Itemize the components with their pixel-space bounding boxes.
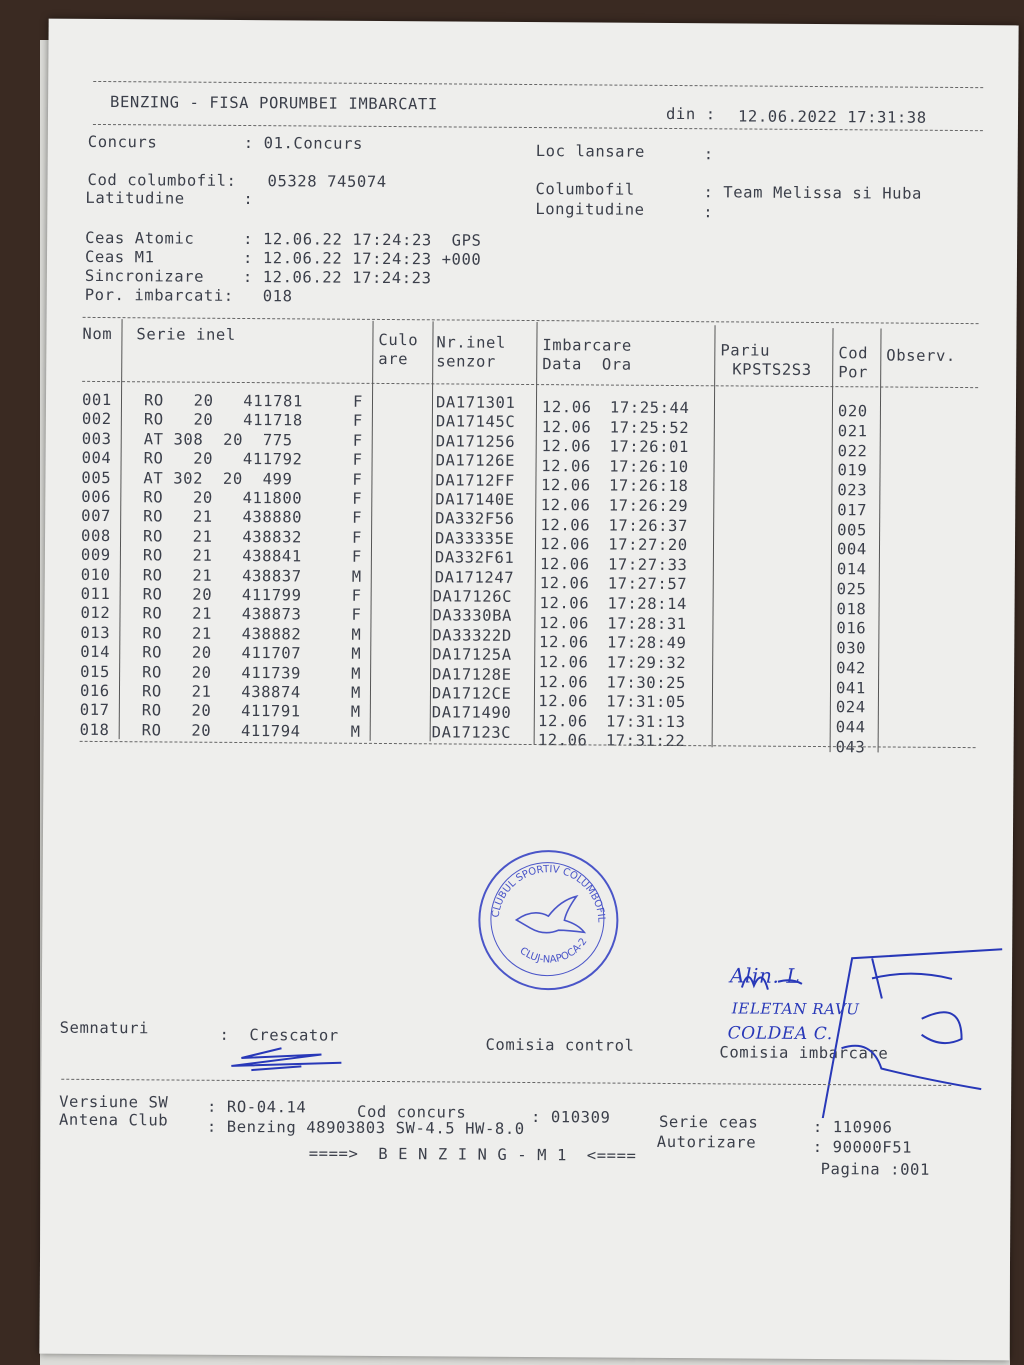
ceas-atomic-value: : 12.06.22 17:24:23 GPS [243,229,482,250]
row-sex: F [351,547,362,567]
row-data: 12.06 [541,456,591,476]
col-divider [878,328,882,752]
row-sex: F [352,392,364,411]
row-senzor: DA171301 [435,393,516,412]
row-sex: F [352,412,363,431]
row-ora: 17:28:49 [606,633,687,653]
row-data: 12.06 [538,672,589,691]
row-data: 12.06 [540,496,591,515]
row-nom: 013 [80,623,111,642]
row-sex: M [350,703,361,722]
row-senzor: DA17123C [431,723,512,742]
cod-columbofil-value: 05328 745074 [267,172,387,191]
loc-lansare-label: Loc lansare [535,142,646,161]
autorizare-value: : 90000F51 [812,1137,913,1157]
row-senzor: DA17125A [432,645,512,665]
row-cod: 024 [835,698,866,717]
serie-ceas-value: : 110906 [812,1117,893,1137]
row-nom: 011 [80,584,111,604]
row-senzor: DA17126E [435,451,516,471]
row-cod: 042 [836,658,867,678]
row-serie: RO 20 411800 [143,488,303,508]
row-senzor: DA332F56 [435,509,515,529]
col-header-culoare-2: are [378,349,409,369]
row-ora: 17:30:25 [606,673,687,692]
row-serie: RO 20 411781 [143,391,303,411]
ceas-m1-label: Ceas M1 [84,247,155,267]
row-data: 12.06 [541,437,592,456]
row-serie: RO 21 438841 [142,546,302,566]
autorizare-label: Autorizare [656,1132,757,1152]
row-senzor: DA17145C [435,412,516,432]
concurs-value: : 01.Concurs [243,133,364,153]
row-cod: 020 [837,402,868,421]
ceas-atomic-label: Ceas Atomic [85,228,195,248]
page-number: Pagina :001 [820,1160,930,1179]
row-serie: RO 21 438882 [142,624,302,644]
row-data: 12.06 [540,476,591,495]
row-serie: RO 21 438832 [142,527,303,547]
row-senzor: DA33335E [434,529,515,548]
concurs-label: Concurs [87,132,158,152]
row-nom: 010 [80,565,111,584]
comisia-control-label: Comisia control [485,1035,635,1055]
row-serie: RO 20 411794 [141,721,301,741]
row-senzor: DA171256 [435,432,516,451]
serie-ceas-label: Serie ceas [658,1112,759,1132]
col-divider [712,325,716,747]
date-value: 12.06.2022 17:31:38 [737,107,927,127]
por-imbarcati-value: 018 [262,287,293,306]
brand-line: ====> B E N Z I N G - M 1 <==== [308,1144,637,1165]
sincronizare-value: : 12.06.22 17:24:23 [242,267,432,288]
antena-label: Antena Club [58,1110,169,1130]
row-ora: 17:26:10 [609,457,689,476]
row-ora: 17:26:29 [608,496,689,516]
row-senzor: DA3330BA [432,606,513,626]
row-sex: F [351,606,362,625]
col-header-nrinel-2: senzor [436,352,496,371]
row-sex: M [351,567,362,586]
row-ora: 17:29:32 [606,653,687,673]
document-page [39,19,1018,1361]
row-data: 12.06 [541,417,592,437]
col-header-serie: Serie inel [136,325,236,344]
row-data: 12.06 [539,594,590,613]
stamp-text-bottom: CLUJ-NAPOCA-2 [517,936,590,966]
row-serie: RO 21 438837 [142,565,302,586]
row-data: 12.06 [539,574,590,593]
row-serie: AT 302 20 499 [143,468,293,488]
row-sex: M [351,664,362,683]
row-cod: 005 [837,520,867,539]
row-serie: RO 20 411792 [143,449,303,469]
col-header-cod-2: Por [838,363,869,382]
row-ora: 17:26:37 [608,516,689,535]
row-senzor: DA33322D [432,626,512,645]
row-sex: M [351,644,362,664]
row-sex: F [352,489,363,508]
stamp-text-top: CLUBUL SPORTIV COLUMBOFIL [490,864,607,923]
latitudine-value: : [243,189,254,209]
row-serie: RO 21 438880 [143,507,303,527]
row-serie: RO 20 411718 [143,410,303,430]
row-sex: M [350,683,361,702]
row-cod: 041 [835,678,866,697]
row-senzor: DA171490 [431,703,512,723]
cod-columbofil-label: Cod columbofil: [87,170,237,190]
row-cod: 044 [835,718,866,737]
row-serie: RO 21 438873 [142,604,302,624]
row-senzor: DA332F61 [434,548,515,568]
col-header-observ: Observ. [886,346,956,365]
col-header-nrinel-1: Nr.inel [436,333,507,352]
row-cod: 022 [837,441,868,460]
antena-value: : Benzing 48903803 SW-4.5 HW-8.0 [206,1117,525,1138]
row-serie: RO 20 411799 [142,585,302,605]
row-data: 12.06 [539,633,589,652]
row-cod: 023 [837,481,868,500]
row-serie: RO 20 411707 [142,643,302,663]
row-nom: 008 [81,526,111,545]
row-cod: 030 [836,639,867,658]
row-ora: 17:25:52 [609,418,690,437]
row-nom: 004 [81,449,112,468]
row-data: 12.06 [538,711,588,731]
row-data: 12.06 [539,613,590,633]
longitudine-value: : [703,203,714,222]
loc-lansare-value: : [703,145,714,164]
row-ora: 17:26:01 [609,437,690,457]
row-cod: 016 [836,619,867,638]
row-nom: 018 [79,720,110,739]
row-sex: F [351,528,363,547]
row-sex: M [351,625,362,644]
row-nom: 002 [81,410,112,429]
row-ora: 17:31:13 [606,712,686,731]
table-header-rule [82,381,978,388]
row-nom: 005 [81,468,112,487]
comisia-imbarcare-label: Comisia imbarcare [719,1043,889,1063]
table-top-rule [83,317,979,324]
row-data: 12.06 [541,398,592,417]
row-data: 12.06 [538,692,589,711]
col-divider [119,319,123,739]
dove-icon [516,896,584,933]
sincronizare-label: Sincronizare [84,266,205,286]
row-ora: 17:27:33 [607,555,688,574]
row-data: 12.06 [537,731,588,750]
row-senzor: DA1712FF [435,470,515,490]
date-label: din : [665,104,716,124]
row-cod: 018 [836,599,867,618]
col-divider [830,328,834,752]
latitudine-label: Latitudine [85,188,185,208]
handwritten-signature-3: COLDEA C. [727,1023,833,1045]
row-serie: RO 21 438874 [141,682,301,702]
signatures-label: Semnaturi [59,1018,150,1038]
col-header-culoare-1: Culo [378,330,419,350]
row-senzor: DA17126C [432,587,513,606]
document-title: BENZING - FISA PORUMBEI IMBARCATI [110,93,438,114]
cod-concurs-value: : 010309 [530,1108,611,1127]
row-data: 12.06 [539,554,590,574]
row-ora: 17:25:44 [609,398,690,418]
row-serie: RO 20 411739 [142,662,302,683]
col-header-pariu-1: Pariu [720,341,771,360]
handwritten-signature-1: Alin. L [729,963,801,988]
row-sex: F [351,586,362,605]
row-nom: 016 [79,681,110,701]
row-senzor: DA17140E [435,490,515,509]
row-serie: AT 308 20 775 [143,430,293,450]
row-sex: M [350,722,361,741]
row-cod: 043 [835,737,866,757]
row-sex: F [352,470,363,489]
columbofil-value: : Team Melissa si Huba [703,183,923,203]
cod-concurs-label: Cod concurs [356,1102,467,1122]
row-sex: F [352,431,363,450]
row-serie: RO 20 411791 [141,701,301,721]
col-header-cod-1: Cod [838,344,869,363]
row-ora: 17:27:57 [607,575,688,594]
crescator-signature [221,1042,361,1077]
handwritten-signature-2: IELETAN RAVU [731,999,860,1019]
row-nom: 009 [80,546,111,565]
versiune-value: : RO-04.14 [207,1097,307,1117]
row-senzor: DA17128E [432,664,512,684]
row-cod: 014 [836,560,867,579]
row-cod: 017 [837,500,868,520]
row-ora: 17:28:31 [607,614,687,633]
col-header-imbarcare-2: Data Ora [542,355,632,374]
stamp-graphic [478,850,615,987]
versiune-label: Versiune SW [59,1092,169,1112]
club-stamp [478,850,619,991]
longitudine-label: Longitudine [535,200,645,219]
row-ora: 17:26:18 [608,476,689,496]
row-nom: 015 [80,662,110,681]
row-data: 12.06 [538,652,589,672]
row-nom: 007 [81,507,112,526]
row-ora: 17:31:22 [605,731,686,751]
row-nom: 001 [81,390,112,410]
columbofil-label: Columbofil [535,180,635,199]
row-data: 12.06 [540,535,590,554]
col-header-pariu-2: KPSTS2S3 [732,360,812,379]
row-cod: 021 [837,421,868,441]
row-ora: 17:27:20 [608,535,688,555]
row-sex: F [352,450,363,470]
row-data: 12.06 [540,515,591,535]
crescator-label: : Crescator [219,1025,339,1045]
row-nom: 017 [79,701,110,720]
row-cod: 025 [836,579,867,599]
row-sex: F [352,509,363,528]
row-nom: 006 [81,487,112,507]
col-header-imbarcare-1: Imbarcare [542,336,632,355]
col-header-nom: Nom [82,324,113,344]
por-imbarcati-label: Por. imbarcati: [84,285,234,305]
row-senzor: DA171247 [434,567,515,587]
col-divider [534,322,538,744]
ceas-m1-value: : 12.06.22 17:24:23 +000 [242,248,482,269]
row-nom: 014 [80,643,111,662]
row-cod: 004 [836,540,867,559]
row-ora: 17:28:14 [607,594,688,614]
row-senzor: DA1712CE [431,684,512,703]
row-nom: 012 [80,604,111,623]
row-nom: 003 [81,429,112,448]
row-ora: 17:31:05 [606,692,686,712]
row-cod: 019 [837,461,868,480]
